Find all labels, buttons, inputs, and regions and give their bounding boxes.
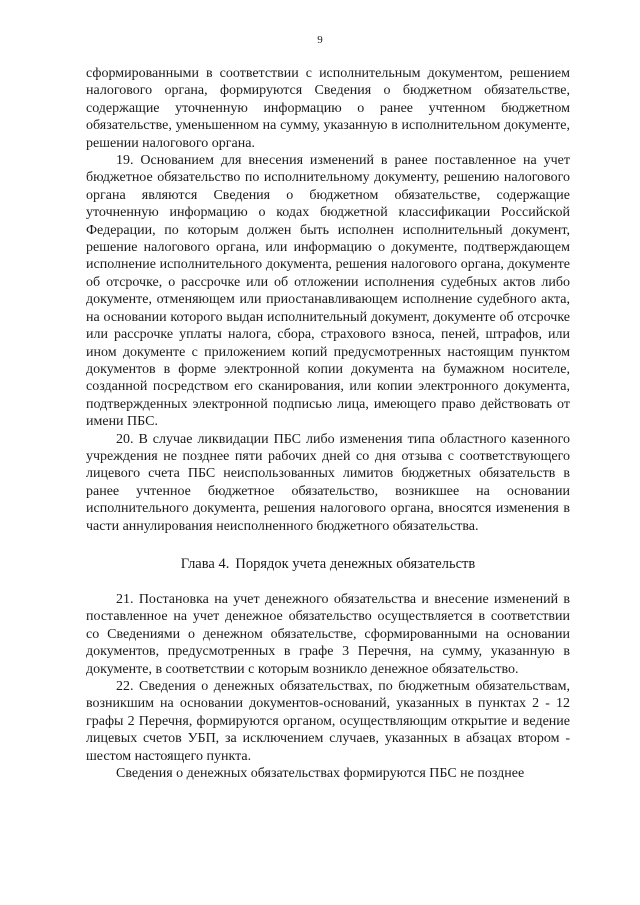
chapter-number: Глава 4. (180, 555, 230, 572)
document-body (86, 65, 570, 782)
paragraph-22-continuation: Сведения о денежных обязательствах формируются ПБС не позднее (116, 766, 525, 782)
paragraph-continuation: сформированными в соответствии с исполнительным документом, решением налогового органа, формируются Сведения о бюджетном обязательстве, содержащие уточненную информацию о ранее учтенном бюджетном обязательстве, уменьшенном на сумму, указанную в исполнительном документе, решении налогового органа. (86, 66, 570, 151)
paragraph-19: 19. Основанием для внесения изменений в ранее поставленное на учет бюджетное обязательство по исполнительному документу, решению налогового органа являются Сведения о бюджетном обязательстве, содержащие уточненную информацию о кодах бюджетной классификации Российской Федерации, по которым должен быть исполнен исполнительный документ, решение налогового органа, или информацию о документе, подтверждающем исполнение исполнительного документа, решения налогового органа, документе об отсрочке, о рассрочке или об отложении исполнения судебных актов либо документе, отменяющем или приостанавливающем исполнение судебного акта, на основании которого выдан исполнительный документ, документе об отсрочке или рассрочке уплаты налога, сбора, страхового взноса, пеней, штрафов, или ином документе с приложением копий предусмотренных настоящим пунктом документов в форме электронной копии документа на бумажном носителе, созданной посредством его сканирования, или копии электронного документа, подтвержденных электронной подписью лица, имеющего право действовать от имени ПБС. (86, 153, 570, 430)
chapter-heading (86, 555, 570, 573)
chapter-title: Порядок учета денежных обязательств (235, 555, 476, 572)
page-number: 9 (317, 34, 323, 46)
paragraph-20: 20. В случае ликвидации ПБС либо изменения типа областного казенного учреждения не позднее пяти рабочих дней со дня отзыва с соответствующего лицевого счета ПБС неиспользованных лимитов бюджетных обязательств в ранее учтенное бюджетное обязательство, возникшее на основании исполнительного документа, решения налогового органа, вносятся изменения в части аннулирования неисполненного бюджетного обязательства. (86, 431, 570, 534)
paragraph-21: 21. Постановка на учет денежного обязательства и внесение изменений в поставленное на учет денежное обязательство осуществляется в соответствии со Сведениями о денежном обязательстве, сформированными на основании документов, предусмотренных в графе 3 Перечня, на сумму, указанную в документе, в соответствии с которым возникло денежное обязательство. (86, 591, 570, 677)
paragraph-22: 22. Сведения о денежных обязательствах, по бюджетным обязательствам, возникшим на основании документов-оснований, указанных в пунктах 2 - 12 графы 2 Перечня, формируются органом, осуществляющим открытие и ведение лицевых счетов УБП, за исключением случаев, указанных в абзацах втором - шестом настоящего пункта. (86, 679, 570, 764)
